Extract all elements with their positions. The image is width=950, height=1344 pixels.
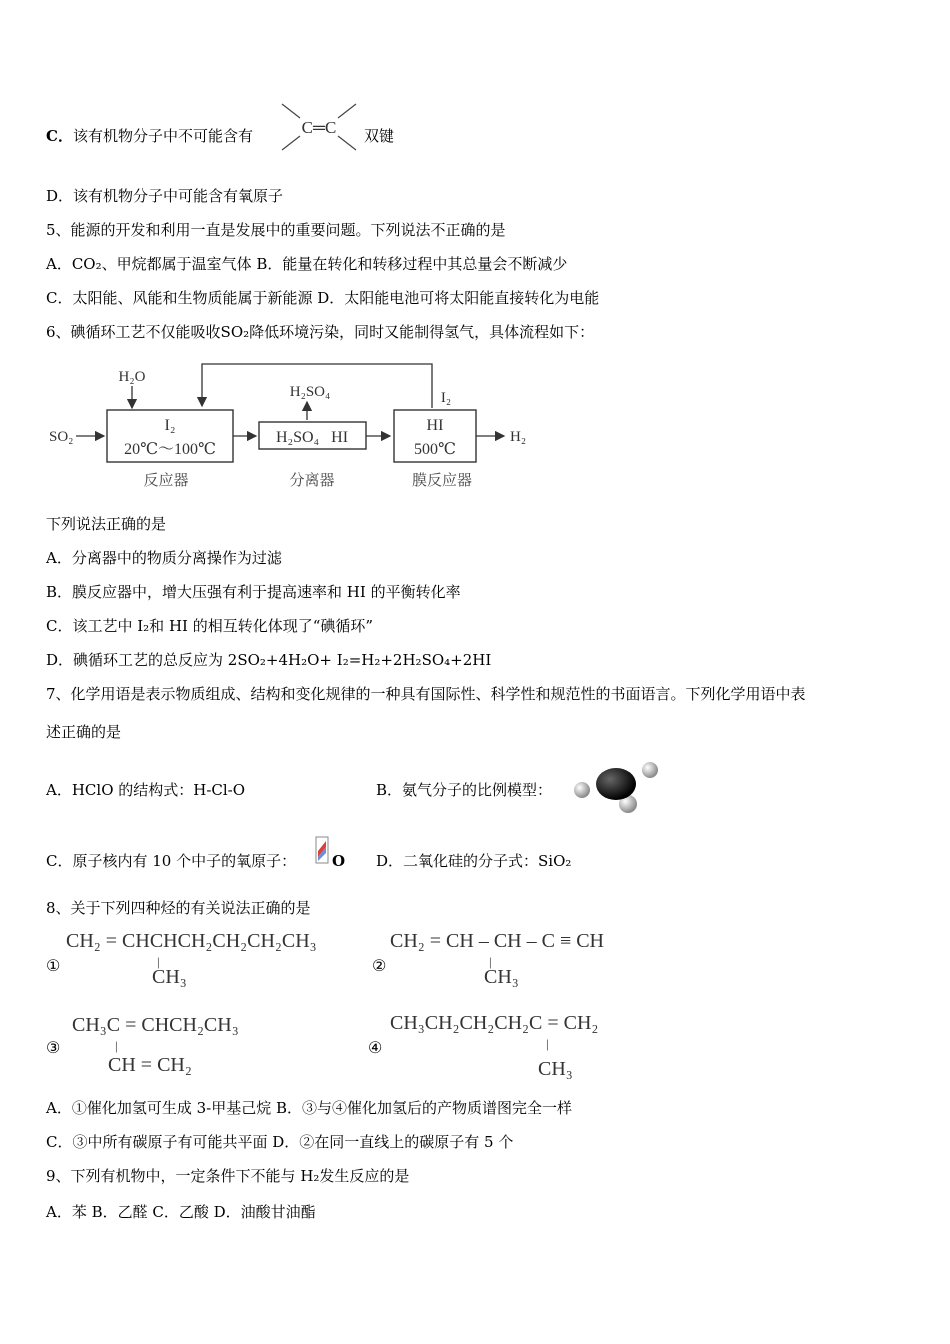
membrane-line1: HI — [426, 417, 444, 434]
iodine-cycle-flowchart — [44, 358, 544, 494]
q5-option-ab: A．CO₂、甲烷都属于温室气体 B．能量在转化和转移过程中其总量会不断减少 — [46, 255, 568, 273]
q4-c-suffix: 双键 — [364, 127, 395, 145]
flow-h2so4-out: H₂SO₄ — [289, 384, 331, 400]
q8-formula-3-branch: CH = CH₂ — [108, 1054, 192, 1076]
flow-h2o: H₂O — [118, 369, 146, 385]
q4-c-text: 该有机物分子中不可能含有 — [72, 127, 253, 145]
q6-lead: 下列说法正确的是 — [46, 515, 167, 533]
ammonia-ball-model-icon — [570, 756, 662, 818]
q5-option-cd: C．太阳能、风能和生物质能属于新能源 D．太阳能电池可将太阳能直接转化为电能 — [46, 289, 600, 307]
reactor-name: 反应器 — [143, 473, 189, 489]
q8-formula-4-bond: | — [546, 1036, 549, 1051]
q8-formula-1-bond: | — [157, 954, 160, 969]
q6-option-a: A．分离器中的物质分离操作为过滤 — [46, 549, 282, 567]
q8-label-2: ② — [372, 956, 387, 975]
q8-formula-2-bond: | — [489, 954, 492, 969]
q8-formula-4-main: CH₃CH₂CH₂CH₂C = CH₂ — [390, 1012, 599, 1034]
membrane-line2: 500℃ — [414, 441, 456, 458]
q7-option-c: C．原子核内有 10 个中子的氧原子： — [46, 852, 297, 870]
membrane-reactor-name: 膜反应器 — [411, 473, 473, 489]
q8-formula-3-main: CH₃C = CHCH₂CH₃ — [72, 1014, 239, 1036]
reactor-line2: 20℃～100℃ — [124, 441, 216, 458]
flow-i2-top: I₂ — [440, 390, 452, 406]
q7-option-c-oxygen: O — [332, 852, 346, 870]
q9-stem: 9、下列有机物中，一定条件下不能与 H₂发生反应的是 — [46, 1167, 410, 1185]
carbon-double-bond-figure — [278, 100, 360, 154]
q5-stem: 5、能源的开发和利用一直是发展中的重要问题。下列说法不正确的是 — [46, 221, 506, 239]
q8-stem: 8、关于下列四种烃的有关说法正确的是 — [46, 899, 311, 917]
reactor-line1: I₂ — [164, 417, 176, 434]
separator-name: 分离器 — [289, 473, 335, 489]
q6-option-d: D．碘循环工艺的总反应为 2SO₂+4H₂O+ I₂=H₂+2H₂SO₄+2HI — [46, 651, 492, 669]
flow-so2: SO₂ — [49, 429, 74, 445]
q8-label-1: ① — [46, 956, 61, 975]
separator-content: H₂SO₄ HI — [275, 429, 349, 446]
isotope-notation-icon — [314, 835, 332, 867]
q7-stem-line2: 述正确的是 — [46, 723, 122, 741]
q8-label-3: ③ — [46, 1038, 61, 1057]
q4-c-prefix: C． — [46, 127, 73, 145]
q8-label-4: ④ — [368, 1038, 383, 1057]
q4-option-d: D．该有机物分子中可能含有氧原子 — [46, 187, 284, 205]
q8-option-cd: C．③中所有碳原子有可能共平面 D．②在同一直线上的碳原子有 5 个 — [46, 1133, 514, 1151]
q8-formula-2-main: CH₂ = CH – CH – C ≡ CH — [390, 930, 605, 952]
q7-option-a: A．HClO 的结构式：H-Cl-O — [46, 781, 246, 799]
q6-stem: 6、碘循环工艺不仅能吸收SO₂降低环境污染，同时又能制得氢气，具体流程如下： — [46, 323, 595, 341]
q6-option-c: C．该工艺中 I₂和 HI 的相互转化体现了“碘循环” — [46, 617, 374, 635]
q4-option-c — [46, 126, 253, 146]
q8-option-ab: A．①催化加氢可生成 3-甲基己烷 B．③与④催化加氢后的产物质谱图完全一样 — [46, 1099, 573, 1117]
q7-stem-line1: 7、化学用语是表示物质组成、结构和变化规律的一种具有国际性、科学性和规范性的书面语言。下列化学用语中表 — [46, 685, 806, 703]
q8-formula-1-branch: CH₃ — [152, 966, 187, 988]
q6-option-b: B．膜反应器中，增大压强有利于提高速率和 HI 的平衡转化率 — [46, 583, 461, 601]
q8-formula-4-branch: CH₃ — [538, 1058, 573, 1080]
q7-option-d: D．二氧化硅的分子式：SiO₂ — [376, 852, 572, 870]
cc-label: C═C — [301, 118, 337, 137]
q8-formula-2-branch: CH₃ — [484, 966, 519, 988]
q7-option-b: B．氨气分子的比例模型： — [376, 781, 553, 799]
q9-options: A．苯 B．乙醛 C．乙酸 D．油酸甘油酯 — [46, 1203, 316, 1221]
q8-formula-1-main: CH₂ = CHCHCH₂CH₂CH₂CH₃ — [66, 930, 317, 952]
q8-formula-3-bond: | — [115, 1038, 118, 1053]
flow-h2-out: H₂ — [510, 429, 527, 445]
